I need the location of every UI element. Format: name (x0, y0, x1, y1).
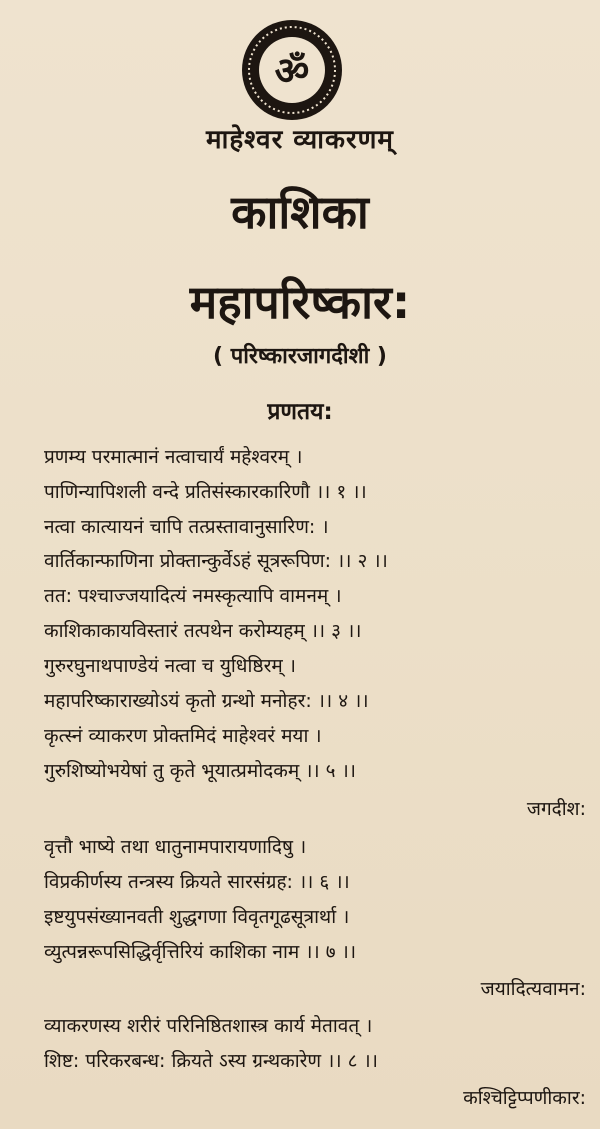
verse-line: महापरिष्काराख्योऽयं कृतो ग्रन्थो मनोहर: ।। ४ ।। (44, 690, 369, 712)
title-line-1: काशिका (231, 185, 369, 239)
om-emblem-icon (240, 18, 344, 122)
verse-line: पाणिन्यापिशली वन्दे प्रतिसंस्कारकारिणौ ।। १ ।। (44, 481, 367, 503)
verse-line: व्याकरणस्य शरीरं परिनिष्ठितशास्त्र कार्य मेतावत् । (44, 1015, 373, 1037)
attribution: जगदीश: (526, 798, 586, 820)
attribution: जयादित्यवामन: (480, 978, 586, 1000)
verse-line: कृत्स्नं व्याकरण प्रोक्तमिदं माहेश्वरं मया । (44, 725, 322, 747)
subtitle: माहेश्वर व्याकरणम् (206, 125, 394, 155)
verse-line: प्रणम्य परमात्मानं नत्वाचार्यं महेश्वरम् । (44, 446, 303, 468)
verse-line: विप्रकीर्णस्य तन्त्रस्य क्रियते सारसंग्रह: ।। ६ ।। (44, 871, 350, 893)
verse-line: वृत्तौ भाष्ये तथा धातुनामपारायणादिषु । (44, 836, 307, 858)
attribution: कश्चिट्टिप्पणीकार: (463, 1087, 586, 1109)
verse-line: नत्वा कात्यायनं चापि तत्प्रस्तावानुसारिण: । (44, 516, 329, 538)
verse-line: इष्टयुपसंख्यानवती शुद्धगणा विवृतगूढसूत्रार्था । (44, 906, 350, 928)
verse-line: गुरुरघुनाथपाण्डेयं नत्वा च युधिष्ठिरम् । (44, 655, 296, 677)
verse-line: तत: पश्चाज्जयादित्यं नमस्कृत्यापि वामनम् । (44, 585, 342, 607)
verse-line: शिष्ट: परिकरबन्ध: क्रियते ऽस्य ग्रन्थकारेण ।। ८ ।। (44, 1050, 378, 1072)
verse-line: गुरुशिष्योभयेषां तु कृते भूयात्प्रमोदकम् ।। ५ ।। (44, 760, 356, 782)
section-heading: प्रणतय: (267, 399, 333, 425)
title-line-2: महापरिष्कार: (189, 275, 411, 329)
om-symbol: ॐ (274, 49, 310, 93)
verse-line: वार्तिकान्फाणिना प्रोक्तान्कुर्वेऽहं सूत्ररूपिण: ।। २ ।। (44, 550, 388, 572)
verse-line: काशिकाकायविस्तारं तत्पथेन करोम्यहम् ।। ३ ।। (44, 620, 362, 642)
verse-line: व्युत्पन्नरूपसिद्धिर्वृत्तिरियं काशिका नाम ।। ७ ।। (44, 941, 357, 963)
title-parenthetical: ( परिष्कारजागदीशी ) (213, 344, 387, 369)
